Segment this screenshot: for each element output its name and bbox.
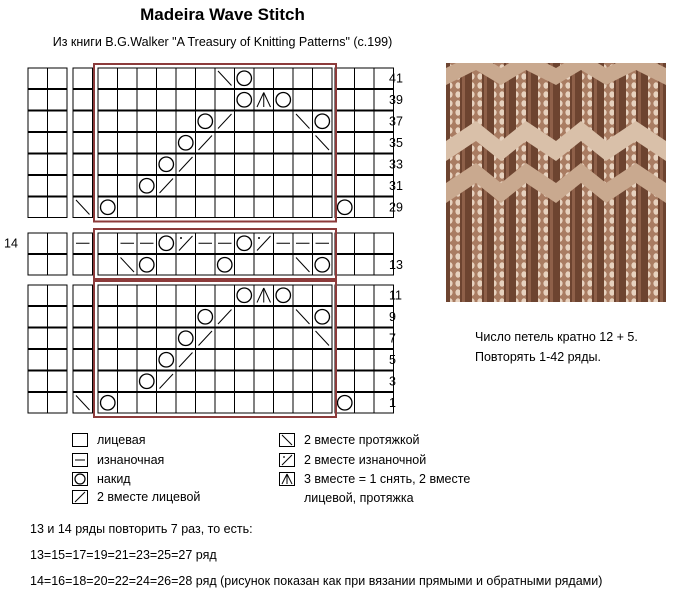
stitch-cell-yo xyxy=(215,255,235,276)
stitch-cell-knit xyxy=(157,307,177,328)
stitch-cell-knit xyxy=(48,111,68,132)
stitch-cell-knit xyxy=(293,350,313,371)
stitch-cell-knit xyxy=(28,154,48,175)
stitch-cell-knit xyxy=(73,176,93,197)
stitch-cell-knit xyxy=(355,111,375,132)
stitch-cell-knit xyxy=(98,111,118,132)
source-subtitle: Из книги B.G.Walker "A Treasury of Knitting Patterns" (с.199) xyxy=(52,35,393,49)
stitch-cell-knit xyxy=(118,133,138,154)
stitch-cell-yo xyxy=(335,393,355,414)
stitch-cell-knit xyxy=(137,285,157,306)
page-title: Madeira Wave Stitch xyxy=(140,5,305,24)
yarn-over-symbol-icon xyxy=(72,472,88,486)
cdd-symbol-icon xyxy=(279,472,295,486)
stitch-cell-yo xyxy=(176,328,196,349)
stitch-cell-knit xyxy=(176,111,196,132)
stitch-cell-p2tog xyxy=(254,233,274,254)
stitch-cell-knit xyxy=(48,90,68,111)
stitch-cell-knit xyxy=(157,328,177,349)
stitch-cell-knit xyxy=(28,233,48,254)
stitch-cell-knit xyxy=(137,90,157,111)
stitch-cell-knit xyxy=(196,255,216,276)
stitch-cell-knit xyxy=(215,350,235,371)
stitch-cell-knit xyxy=(235,255,255,276)
stitch-cell-knit xyxy=(355,68,375,89)
stitch-cell-knit xyxy=(355,307,375,328)
stitch-cell-knit xyxy=(335,90,355,111)
row-number-label: 35 xyxy=(389,136,403,150)
stitch-cell-knit xyxy=(293,90,313,111)
stitch-cell-yo xyxy=(313,255,333,276)
stitch-cell-knit xyxy=(335,328,355,349)
stitch-cell-knit xyxy=(335,111,355,132)
stitch-cell-knit xyxy=(235,133,255,154)
stitch-cell-yo xyxy=(196,307,216,328)
stitch-cell-knit xyxy=(235,328,255,349)
stitch-cell-knit xyxy=(137,133,157,154)
stitch-cell-knit xyxy=(196,350,216,371)
stitch-cell-knit xyxy=(98,307,118,328)
stitch-cell-knit xyxy=(335,255,355,276)
row-number-label: 29 xyxy=(389,200,403,215)
stitch-cell-knit xyxy=(176,197,196,218)
stitch-cell-knit xyxy=(215,328,235,349)
row-number-label: 13 xyxy=(389,258,403,272)
stitch-cell-k2tog xyxy=(215,111,235,132)
stitch-cell-knit xyxy=(48,255,68,276)
stitch-cell-knit xyxy=(28,90,48,111)
stitch-cell-knit xyxy=(176,371,196,392)
stitch-cell-yo xyxy=(157,154,177,175)
stitch-cell-knit xyxy=(137,393,157,414)
stitch-cell-knit xyxy=(48,328,68,349)
stitch-cell-knit xyxy=(28,393,48,414)
stitch-cell-knit xyxy=(235,393,255,414)
row-number-label: 9 xyxy=(389,310,396,324)
stitch-cell-yo xyxy=(98,197,118,218)
stitch-cell-knit xyxy=(98,90,118,111)
stitch-cell-knit xyxy=(274,154,294,175)
stitch-cell-knit xyxy=(274,371,294,392)
stitch-cell-knit xyxy=(48,350,68,371)
stitch-cell-knit xyxy=(235,111,255,132)
stitch-cell-yo xyxy=(274,285,294,306)
stitch-cell-knit xyxy=(355,371,375,392)
stitch-cell-knit xyxy=(176,68,196,89)
stitch-cell-knit xyxy=(28,133,48,154)
stitch-cell-knit xyxy=(48,154,68,175)
stitch-cell-knit xyxy=(293,393,313,414)
stitch-cell-knit xyxy=(98,154,118,175)
stitch-cell-k2tog xyxy=(176,154,196,175)
stitch-cell-ssk xyxy=(313,133,333,154)
stitch-cell-knit xyxy=(137,111,157,132)
stitch-cell-knit xyxy=(274,111,294,132)
legend-label-yarn-over: накид xyxy=(97,472,131,486)
stitch-cell-ssk xyxy=(73,393,93,414)
stitch-cell-knit xyxy=(73,111,93,132)
stitch-cell-knit xyxy=(196,371,216,392)
stitch-cell-purl xyxy=(215,233,235,254)
stitch-cell-yo xyxy=(235,68,255,89)
stitch-cell-knit xyxy=(28,371,48,392)
stitch-cell-knit xyxy=(98,285,118,306)
stitch-cell-knit xyxy=(355,328,375,349)
stitch-cell-knit xyxy=(196,90,216,111)
stitch-cell-knit xyxy=(335,133,355,154)
knit-symbol-icon xyxy=(72,433,88,447)
stitch-cell-knit xyxy=(355,233,375,254)
stitch-cell-knit xyxy=(293,133,313,154)
stitch-cell-knit xyxy=(73,285,93,306)
stitch-cell-knit xyxy=(137,307,157,328)
stitch-cell-knit xyxy=(28,285,48,306)
stitch-cell-knit xyxy=(313,393,333,414)
stitch-cell-knit xyxy=(215,285,235,306)
stitch-cell-knit xyxy=(215,133,235,154)
stitch-cell-knit xyxy=(118,285,138,306)
stitch-cell-knit xyxy=(293,68,313,89)
stitch-cell-knit xyxy=(196,285,216,306)
row-number-label: 5 xyxy=(389,353,396,367)
stitch-cell-yo xyxy=(137,176,157,197)
stitch-cell-knit xyxy=(176,176,196,197)
legend-label-cdd-cont: лицевой, протяжка xyxy=(304,491,414,505)
stitch-cell-knit xyxy=(235,371,255,392)
stitch-cell-k2tog xyxy=(196,133,216,154)
stitch-cell-knit xyxy=(118,111,138,132)
stitch-cell-knit xyxy=(313,68,333,89)
stitch-cell-knit xyxy=(73,133,93,154)
stitch-cell-knit xyxy=(73,350,93,371)
stitch-cell-knit xyxy=(355,393,375,414)
stitch-cell-knit xyxy=(28,255,48,276)
stitch-cell-knit xyxy=(355,255,375,276)
stitch-cell-k2tog xyxy=(215,307,235,328)
stitch-cell-knit xyxy=(48,285,68,306)
stitch-cell-knit xyxy=(355,176,375,197)
repeat-rows-text: Повторять 1-42 ряды. xyxy=(475,350,601,364)
stitch-cell-knit xyxy=(176,393,196,414)
stitch-cell-knit xyxy=(28,197,48,218)
stitch-cell-yo xyxy=(157,350,177,371)
stitch-cell-purl xyxy=(274,233,294,254)
stitch-cell-cdd xyxy=(254,90,274,111)
stitch-cell-purl xyxy=(196,233,216,254)
stitch-cell-knit xyxy=(274,393,294,414)
stitch-cell-knit xyxy=(274,350,294,371)
stitch-cell-ssk xyxy=(293,255,313,276)
stitch-cell-knit xyxy=(254,133,274,154)
stitch-cell-knit xyxy=(196,154,216,175)
stitch-cell-knit xyxy=(335,307,355,328)
stitch-cell-knit xyxy=(215,90,235,111)
stitch-cell-knit xyxy=(28,176,48,197)
stitch-cell-knit xyxy=(254,68,274,89)
stitch-cell-knit xyxy=(254,393,274,414)
stitch-cell-purl xyxy=(313,233,333,254)
stitch-cell-knit xyxy=(48,133,68,154)
stitch-cell-knit xyxy=(254,328,274,349)
stitch-cell-knit xyxy=(335,154,355,175)
stitch-cell-ssk xyxy=(313,328,333,349)
legend-label-k2tog: 2 вместе лицевой xyxy=(97,490,201,504)
legend-label-knit: лицевая xyxy=(97,433,146,447)
purl-symbol-icon xyxy=(72,453,88,467)
stitch-cell-knit xyxy=(118,350,138,371)
stitch-cell-yo xyxy=(137,371,157,392)
stitch-cell-knit xyxy=(48,393,68,414)
stitch-cell-knit xyxy=(355,285,375,306)
stitch-cell-knit xyxy=(98,68,118,89)
row-number-label: 14 xyxy=(4,236,18,251)
row-number-label: 7 xyxy=(389,331,396,346)
stitch-cell-knit xyxy=(98,176,118,197)
stitch-cell-knit xyxy=(28,111,48,132)
stitch-cell-knit xyxy=(98,233,118,254)
stitch-cell-knit xyxy=(215,197,235,218)
stitch-cell-knit xyxy=(335,285,355,306)
stitch-cell-knit xyxy=(157,68,177,89)
stitch-cell-knit xyxy=(98,371,118,392)
stitch-cell-yo xyxy=(98,393,118,414)
row-number-label: 31 xyxy=(389,179,403,193)
stitch-cell-knit xyxy=(118,197,138,218)
stitch-cell-knit xyxy=(48,233,68,254)
stitch-cell-knit xyxy=(196,393,216,414)
stitch-cell-yo xyxy=(196,111,216,132)
stitch-cell-knit xyxy=(157,197,177,218)
stitch-cell-knit xyxy=(28,328,48,349)
stitch-cell-knit xyxy=(254,154,274,175)
stitch-cell-knit xyxy=(293,176,313,197)
stitch-cell-purl xyxy=(293,233,313,254)
stitch-cell-knit xyxy=(235,154,255,175)
stitch-cell-knit xyxy=(28,307,48,328)
stitch-cell-knit xyxy=(293,197,313,218)
stitch-cell-knit xyxy=(254,307,274,328)
stitch-cell-k2tog xyxy=(176,350,196,371)
note-repeat: 13 и 14 ряды повторить 7 раз, то есть: xyxy=(30,522,253,536)
stitch-cell-knit xyxy=(254,176,274,197)
stitch-cell-yo xyxy=(235,90,255,111)
p2tog-symbol-icon xyxy=(279,453,295,467)
stitch-cell-knit xyxy=(157,255,177,276)
stitch-cell-knit xyxy=(313,285,333,306)
stitch-cell-knit xyxy=(118,68,138,89)
stitch-cell-purl xyxy=(73,233,93,254)
stitch-cell-knit xyxy=(274,176,294,197)
knitting-chart xyxy=(0,0,440,420)
stitch-cell-knit xyxy=(73,68,93,89)
stitch-cell-knit xyxy=(355,350,375,371)
stitch-cell-knit xyxy=(254,111,274,132)
stitch-cell-knit xyxy=(118,90,138,111)
stitch-cell-p2tog xyxy=(176,233,196,254)
row-number-label: 37 xyxy=(389,114,403,129)
stitch-cell-knit xyxy=(118,393,138,414)
stitch-cell-knit xyxy=(73,307,93,328)
stitch-cell-knit xyxy=(118,176,138,197)
stitch-cell-knit xyxy=(118,328,138,349)
stitch-cell-knit xyxy=(313,154,333,175)
stitch-cell-knit xyxy=(137,350,157,371)
stitch-cell-knit xyxy=(157,393,177,414)
stitch-cell-knit xyxy=(98,328,118,349)
stitch-cell-yo xyxy=(137,255,157,276)
stitch-cell-knit xyxy=(48,68,68,89)
stitch-cell-knit xyxy=(374,233,394,254)
stitch-cell-knit xyxy=(137,68,157,89)
stitch-cell-knit xyxy=(313,90,333,111)
legend-label-purl: изнаночная xyxy=(97,453,165,467)
stitch-cell-knit xyxy=(215,371,235,392)
stitch-cell-knit xyxy=(118,371,138,392)
stitch-cell-knit xyxy=(293,328,313,349)
row-number-label: 39 xyxy=(389,93,403,107)
stitch-cell-knit xyxy=(235,307,255,328)
stitch-cell-ssk xyxy=(118,255,138,276)
stitch-cell-knit xyxy=(254,197,274,218)
stitch-cell-knit xyxy=(355,90,375,111)
legend-label-p2tog: 2 вместе изнаночной xyxy=(304,453,427,467)
stitch-cell-knit xyxy=(274,307,294,328)
k2tog-symbol-icon xyxy=(72,490,88,504)
stitch-cell-knit xyxy=(157,111,177,132)
stitch-cell-knit xyxy=(48,176,68,197)
stitch-cell-knit xyxy=(196,197,216,218)
stitch-cell-knit xyxy=(176,307,196,328)
stitch-cell-knit xyxy=(355,133,375,154)
stitch-cell-knit xyxy=(176,255,196,276)
stitch-cell-knit xyxy=(335,233,355,254)
stitch-cell-knit xyxy=(73,154,93,175)
stitch-cell-knit xyxy=(73,90,93,111)
stitch-cell-knit xyxy=(335,350,355,371)
stitch-cell-knit xyxy=(176,90,196,111)
stitch-cell-knit xyxy=(254,371,274,392)
stitch-cell-purl xyxy=(118,233,138,254)
row-number-label: 3 xyxy=(389,374,396,389)
stitch-cell-knit xyxy=(98,350,118,371)
stitch-cell-yo xyxy=(235,285,255,306)
stitch-cell-cdd xyxy=(254,285,274,306)
stitch-cell-knit xyxy=(235,197,255,218)
stitch-cell-knit xyxy=(48,371,68,392)
stitch-cell-knit xyxy=(118,154,138,175)
stitch-cell-knit xyxy=(335,371,355,392)
note-odd-rows: 13=15=17=19=21=23=25=27 ряд xyxy=(30,548,217,562)
stitch-cell-knit xyxy=(293,285,313,306)
stitch-cell-yo xyxy=(313,111,333,132)
stitch-cell-knit xyxy=(293,154,313,175)
stitch-cell-knit xyxy=(73,371,93,392)
stitch-cell-knit xyxy=(196,68,216,89)
stitch-cell-knit xyxy=(73,328,93,349)
stitch-cell-knit xyxy=(157,285,177,306)
stitch-cell-knit xyxy=(137,154,157,175)
stitch-cell-yo xyxy=(335,197,355,218)
stitch-cell-knit xyxy=(215,393,235,414)
stitch-cell-k2tog xyxy=(157,371,177,392)
row-number-label: 1 xyxy=(389,396,396,410)
stitch-cell-ssk xyxy=(293,111,313,132)
stitch-cell-knit xyxy=(313,176,333,197)
stitch-cell-knit xyxy=(235,176,255,197)
stitch-multiple-text: Число петель кратно 12 + 5. xyxy=(475,330,638,344)
stitch-cell-knit xyxy=(274,255,294,276)
stitch-cell-knit xyxy=(235,350,255,371)
stitch-cell-knit xyxy=(48,307,68,328)
lace-photo xyxy=(446,63,666,302)
stitch-cell-ssk xyxy=(73,197,93,218)
stitch-cell-knit xyxy=(274,68,294,89)
stitch-cell-yo xyxy=(313,307,333,328)
stitch-cell-knit xyxy=(313,350,333,371)
stitch-cell-knit xyxy=(176,285,196,306)
stitch-cell-knit xyxy=(118,307,138,328)
row-number-label: 41 xyxy=(389,71,403,86)
legend-label-cdd: 3 вместе = 1 снять, 2 вместе xyxy=(304,472,471,486)
stitch-cell-knit xyxy=(196,176,216,197)
stitch-cell-knit xyxy=(137,197,157,218)
legend-label-ssk: 2 вместе протяжкой xyxy=(304,433,420,447)
stitch-cell-yo xyxy=(176,133,196,154)
stitch-cell-knit xyxy=(137,328,157,349)
stitch-cell-knit xyxy=(335,68,355,89)
ssk-symbol-icon xyxy=(279,433,295,447)
row-number-label: 11 xyxy=(389,288,402,303)
stitch-cell-knit xyxy=(28,68,48,89)
stitch-cell-knit xyxy=(215,154,235,175)
stitch-cell-knit xyxy=(48,197,68,218)
stitch-cell-knit xyxy=(98,255,118,276)
stitch-cell-knit xyxy=(215,176,235,197)
stitch-cell-yo xyxy=(235,233,255,254)
stitch-cell-knit xyxy=(73,255,93,276)
row-number-label: 33 xyxy=(389,157,403,172)
stitch-cell-knit xyxy=(313,371,333,392)
stitch-cell-knit xyxy=(28,350,48,371)
stitch-cell-purl xyxy=(137,233,157,254)
stitch-cell-knit xyxy=(355,197,375,218)
stitch-cell-knit xyxy=(335,176,355,197)
stitch-cell-ssk xyxy=(293,307,313,328)
stitch-cell-yo xyxy=(274,90,294,111)
note-even-rows: 14=16=18=20=22=24=26=28 ряд (рисунок показан как при вязании прямыми и обратными рядами) xyxy=(30,574,603,588)
stitch-cell-knit xyxy=(254,255,274,276)
stitch-cell-ssk xyxy=(215,68,235,89)
stitch-cell-knit xyxy=(293,371,313,392)
stitch-cell-knit xyxy=(98,133,118,154)
stitch-cell-knit xyxy=(274,133,294,154)
stitch-cell-knit xyxy=(355,154,375,175)
stitch-cell-knit xyxy=(274,197,294,218)
stitch-cell-knit xyxy=(254,350,274,371)
stitch-cell-knit xyxy=(274,328,294,349)
stitch-cell-knit xyxy=(157,133,177,154)
stitch-cell-k2tog xyxy=(196,328,216,349)
stitch-cell-k2tog xyxy=(157,176,177,197)
stitch-cell-knit xyxy=(313,197,333,218)
stitch-cell-knit xyxy=(157,90,177,111)
stitch-cell-yo xyxy=(157,233,177,254)
